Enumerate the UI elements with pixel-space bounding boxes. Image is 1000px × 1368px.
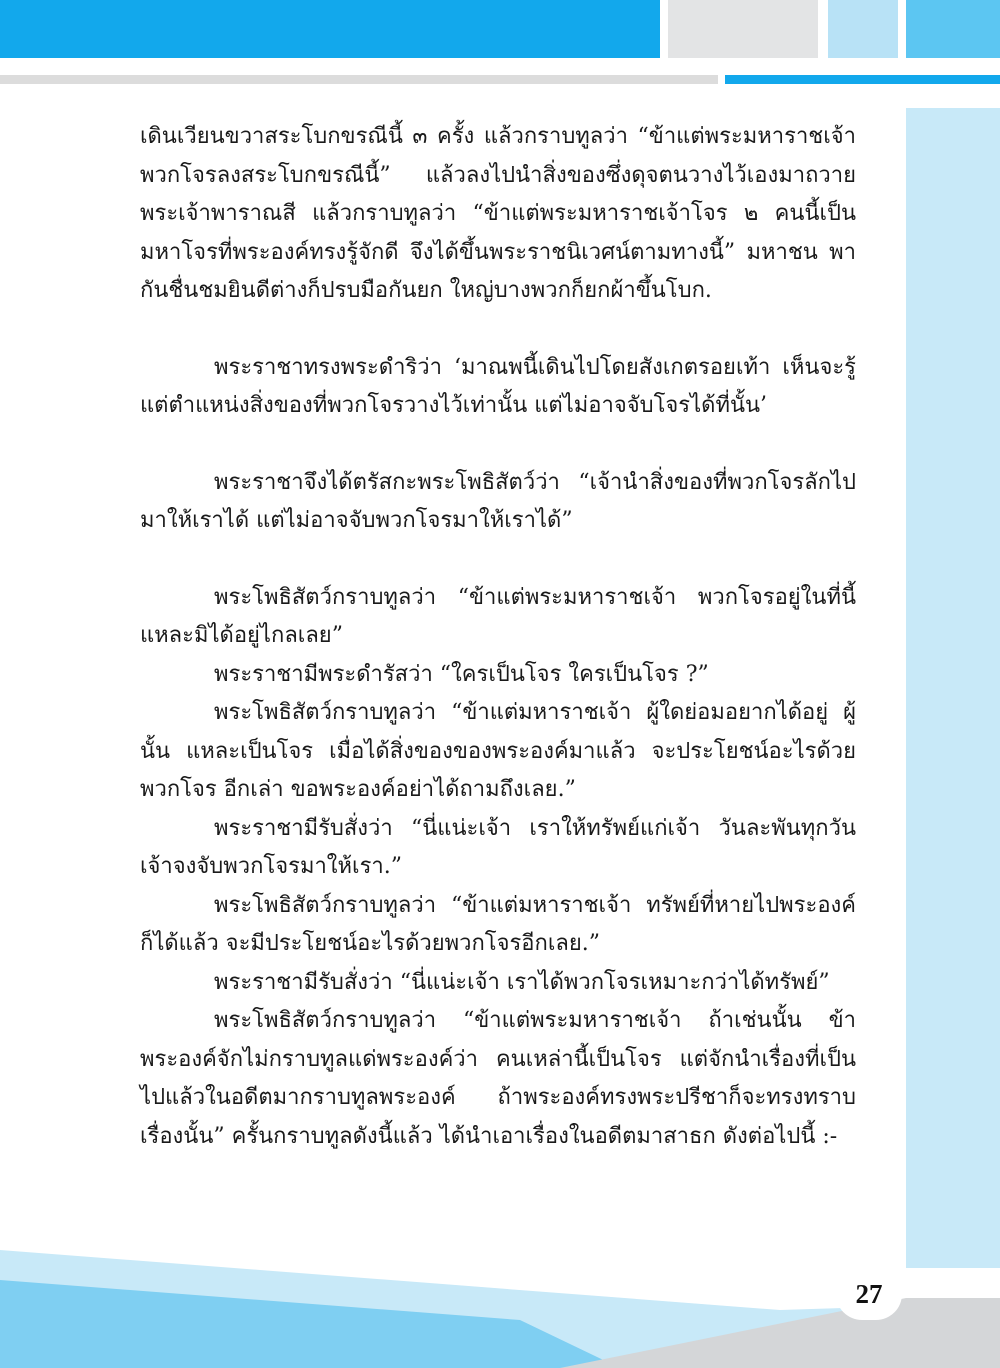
page-body bbox=[140, 118, 856, 1198]
paragraph-8: พระโพธิสัตว์กราบทูลว่า “ข้าแต่มหาราชเจ้า ทรัพย์ที่หายไปพระองค์ ก็ได้แล้ว จะมีประโยชน์อะไรด้วยพวกโจรอีกเลย.” bbox=[140, 892, 856, 956]
paragraph-4: พระโพธิสัตว์กราบทูลว่า “ข้าแต่พระมหาราชเจ้า พวกโจรอยู่ในที่นี้ แหละมิได้อยู่ไกลเลย” bbox=[140, 584, 856, 648]
header-band-right-blue bbox=[906, 0, 1000, 58]
paragraph-9: พระราชามีรับสั่งว่า “นี่แน่ะเจ้า เราได้พวกโจรเหมาะกว่าได้ทรัพย์” bbox=[214, 969, 830, 995]
header-band-light-blue bbox=[828, 0, 898, 58]
paragraph-2: พระราชาทรงพระดำริว่า ‘มาณพนี้เดินไปโดยสังเกตรอยเท้า เห็นจะรู้ แต่ตำแหน่งสิ่งของที่พวกโจรวางไว้เท่านั้น แต่ไม่อาจจับโจรได้ที่นั้น’ bbox=[140, 354, 856, 418]
header-band-blue bbox=[0, 0, 660, 58]
paragraph-6: พระโพธิสัตว์กราบทูลว่า “ข้าแต่มหาราชเจ้า ผู้ใดย่อมอยากได้อยู่ ผู้นั้น แหละเป็นโจร เมื่อได้สิ่งของของพระองค์มาแล้ว จะประโยชน์อะไรด้วยพวกโจร อีกเล่า ขอพระองค์อย่าได้ถามถึงเลย.” bbox=[140, 700, 856, 802]
page-number: 27 bbox=[836, 1268, 902, 1320]
paragraph-7: พระราชามีรับสั่งว่า “นี่แน่ะเจ้า เราให้ทรัพย์แก่เจ้า วันละพันทุกวัน เจ้าจงจับพวกโจรมาให้เรา.” bbox=[140, 815, 856, 879]
paragraph-3: พระราชาจึงได้ตรัสกะพระโพธิสัตว์ว่า “เจ้านำสิ่งของที่พวกโจรลักไป มาให้เราได้ แต่ไม่อาจจับพวกโจรมาให้เราได้” bbox=[140, 469, 856, 533]
header-band-grey bbox=[668, 0, 818, 58]
paragraph-1: เดินเวียนขวาสระโบกขรณีนี้ ๓ ครั้ง แล้วกราบทูลว่า “ข้าแต่พระมหาราชเจ้า พวกโจรลงสระโบกขรณีนี้” แล้วลงไปนำสิ่งของซึ่งดุจตนวางไว้เองมาถวาย พระเจ้าพาราณสี แล้วกราบทูลว่า “ข้าแต่พระมหาราชเจ้าโจร ๒ คนนี้เป็น มหาโจรที่พระองค์ทรงรู้จักดี จึงได้ขึ้นพระราชนิเวศน์ตามทางนี้” มหาชน พากันชื่นชมยินดีต่างก็ปรบมือกันยก ใหญ่บางพวกก็ยกผ้าขึ้นโบก. bbox=[140, 124, 856, 303]
paragraph-10: พระโพธิสัตว์กราบทูลว่า “ข้าแต่พระมหาราชเจ้า ถ้าเช่นนั้น ข้าพระองค์จักไม่กราบทูลแด่พระองค์ว่า คนเหล่านี้เป็นโจร แต่จักนำเรื่องที่เป็น ไปแล้วในอดีตมากราบทูลพระองค์ ถ้าพระองค์ทรงพระปรีชาก็จะทรงทราบ เรื่องนั้น” ครั้นกราบทูลดังนี้แล้ว ได้นำเอาเรื่องในอดีตมาสาธก ดังต่อไปนี้ :- bbox=[140, 1008, 856, 1149]
header-stripe-grey bbox=[0, 75, 718, 84]
header-stripe-blue bbox=[725, 75, 1000, 84]
paragraph-5: พระราชามีพระดำรัสว่า “ใครเป็นโจร ใครเป็นโจร ?” bbox=[214, 661, 709, 687]
right-side-column bbox=[906, 108, 1000, 1268]
